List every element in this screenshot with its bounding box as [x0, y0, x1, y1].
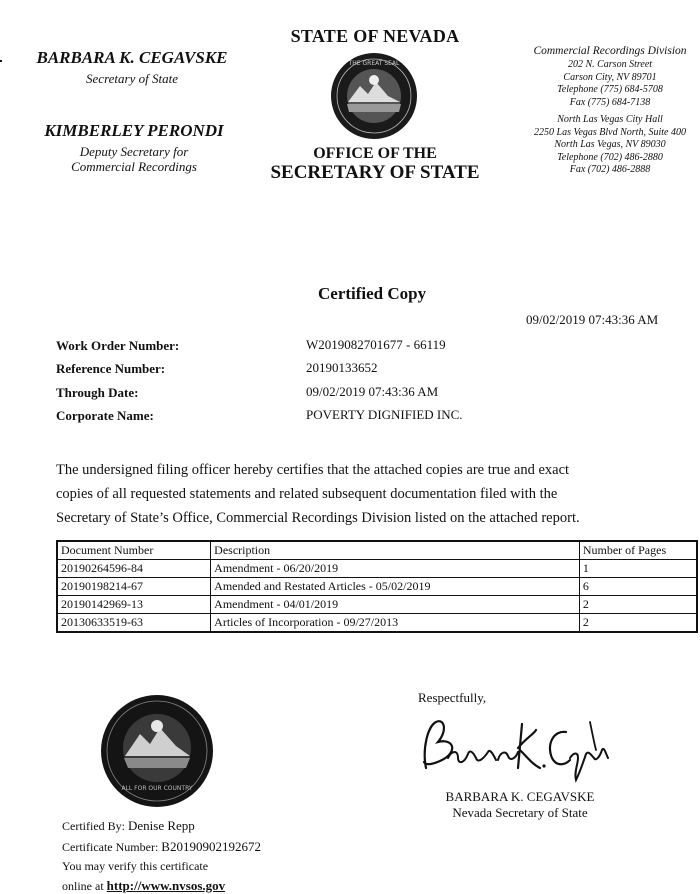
office-line2: SECRETARY OF STATE [270, 162, 480, 183]
document-number-cell: 20190264596-84 [57, 560, 211, 578]
nevada-seal-icon [330, 52, 418, 140]
reference-label: Reference Number: [56, 361, 166, 376]
certificate-number-value: B20190902192672 [161, 839, 261, 854]
document-number-cell: 20130633519-63 [57, 614, 211, 633]
certified-by-line [62, 818, 195, 834]
address-line: 2250 Las Vegas Blvd North, Suite 400 [534, 126, 686, 138]
deputy-name: KIMBERLEY PERONDI [44, 121, 224, 140]
telephone-line: Telephone (702) 486-2880 [557, 151, 663, 163]
pages-cell: 1 [579, 560, 697, 578]
description-cell: Amended and Restated Articles - 05/02/2019 [211, 578, 580, 596]
verification-url-link[interactable]: http://www.nvsos.gov [106, 878, 226, 893]
deputy-title-line1: Deputy Secretary for [79, 144, 189, 159]
work-order-label: Work Order Number: [56, 338, 180, 353]
certified-by-name: Denise Repp [128, 818, 195, 833]
online-label: online at [62, 879, 104, 893]
pages-cell: 2 [579, 596, 697, 614]
svg-text:ALL FOR OUR COUNTRY: ALL FOR OUR COUNTRY [121, 785, 193, 792]
certification-seal-icon [100, 694, 214, 808]
pages-cell: 6 [579, 578, 697, 596]
fax-line: Fax (775) 684-7138 [569, 96, 651, 108]
table-header-row [57, 541, 697, 560]
division-title: Commercial Recordings Division [533, 45, 687, 57]
state-title: STATE OF NEVADA [290, 26, 460, 46]
paragraph-line: Secretary of State’s Office, Commercial Recordings Division listed on the attached report. [56, 510, 580, 526]
header-description: Description [211, 541, 580, 560]
pages-cell: 2 [579, 614, 697, 633]
description-cell: Articles of Incorporation - 09/27/2013 [211, 614, 580, 633]
svg-text:THE GREAT SEAL: THE GREAT SEAL [348, 60, 400, 67]
address-line: 202 N. Carson Street [567, 59, 653, 70]
header-document-number: Document Number [57, 541, 211, 560]
paragraph-line: The undersigned filing officer hereby certifies that the attached copies are true and exact [56, 462, 570, 478]
certified-copy-title: Certified Copy [318, 284, 427, 303]
document-number-cell: 20190198214-67 [57, 578, 211, 596]
secretary-name: BARBARA K. CEGAVSKE [36, 48, 228, 67]
header-number-of-pages: Number of Pages [579, 541, 697, 560]
certification-paragraph [56, 458, 696, 530]
certificate-datetime: 09/02/2019 07:43:36 AM [526, 312, 659, 327]
signer-name: BARBARA K. CEGAVSKE [445, 789, 595, 804]
table-row [57, 578, 697, 596]
documents-table [56, 540, 698, 633]
table-row [57, 596, 697, 614]
description-cell: Amendment - 04/01/2019 [211, 596, 580, 614]
signer-title: Nevada Secretary of State [452, 805, 588, 820]
through-date-value: 09/02/2019 07:43:36 AM [306, 384, 439, 399]
address-line: North Las Vegas City Hall [557, 114, 663, 125]
address-line: Carson City, NV 89701 [563, 71, 657, 83]
division-contact-block [515, 44, 700, 177]
deputy-title-line2: Commercial Recordings [71, 159, 197, 174]
handwritten-signature [414, 708, 614, 788]
paragraph-line: copies of all requested statements and related subsequent documentation filed with the [56, 486, 558, 502]
online-line [62, 878, 225, 894]
verify-line: You may verify this certificate [62, 859, 209, 873]
certificate-number-line [62, 839, 261, 855]
address-line: North Las Vegas, NV 89030 [554, 139, 666, 150]
certified-by-label: Certified By: [62, 819, 125, 833]
fax-line: Fax (702) 486-2888 [569, 164, 651, 175]
certificate-number-label: Certificate Number: [62, 840, 159, 854]
corporate-name-value: POVERTY DIGNIFIED INC. [306, 407, 463, 422]
reference-value: 20190133652 [306, 360, 378, 375]
document-number-cell: 20190142969-13 [57, 596, 211, 614]
respectfully-text: Respectfully, [418, 690, 487, 705]
corporate-name-label: Corporate Name: [56, 408, 154, 423]
secretary-title: Secretary of State [86, 71, 178, 86]
telephone-line: Telephone (775) 684-5708 [557, 84, 663, 95]
work-order-value: W2019082701677 - 66119 [306, 337, 446, 352]
description-cell: Amendment - 06/20/2019 [211, 560, 580, 578]
through-date-label: Through Date: [56, 385, 139, 400]
office-line1: OFFICE OF THE [313, 145, 437, 162]
table-row [57, 560, 697, 578]
table-row [57, 614, 697, 633]
